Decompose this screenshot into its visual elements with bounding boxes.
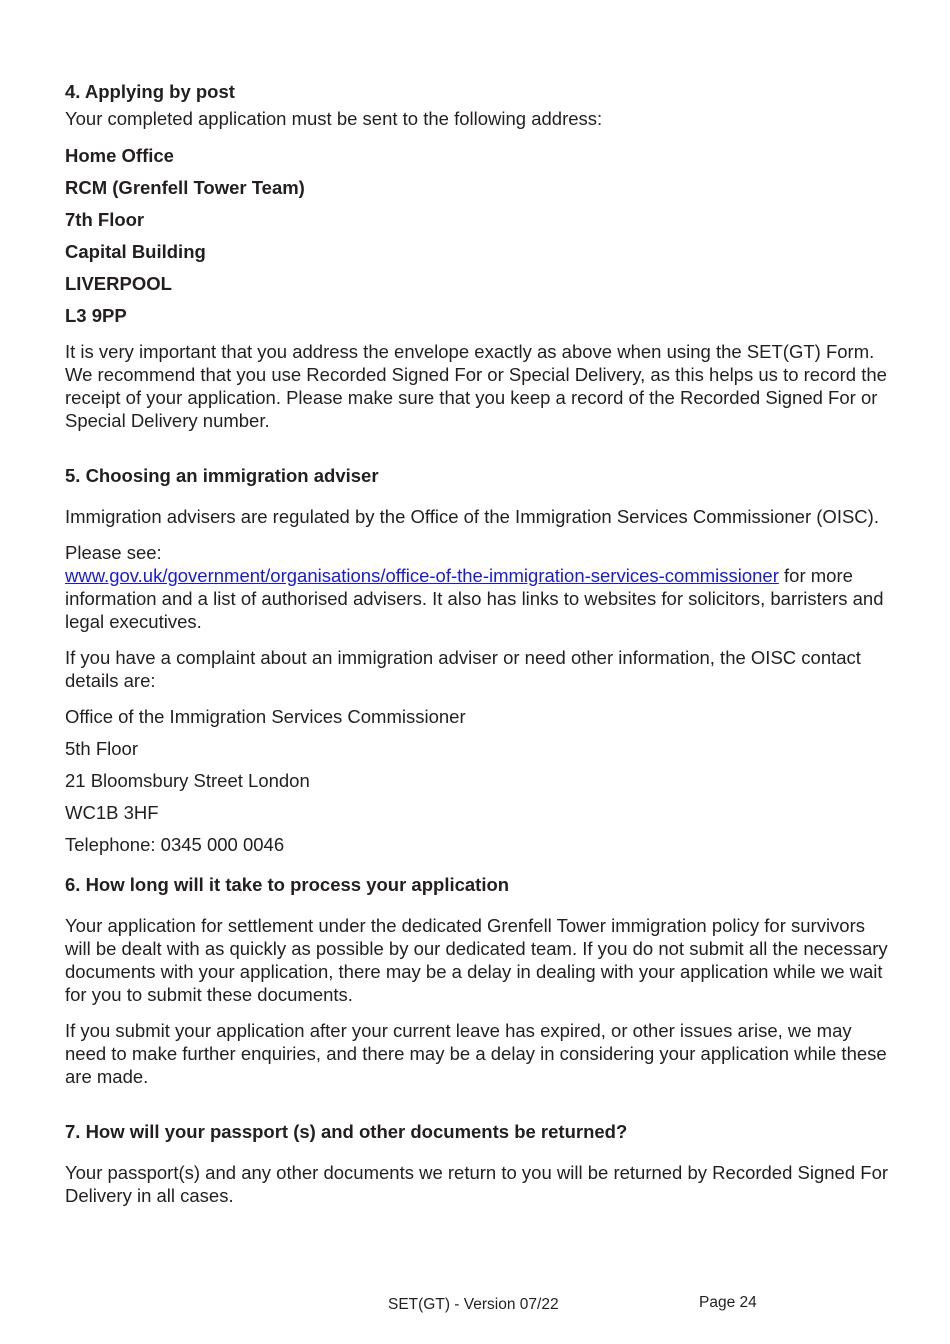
address-line: LIVERPOOL — [65, 273, 172, 294]
footer-page-number: Page 24 — [699, 1294, 757, 1311]
document-page — [65, 80, 890, 1207]
section-4-heading: 4. Applying by post — [65, 81, 235, 102]
section-4-intro: Your completed application must be sent to the following address: — [65, 108, 603, 129]
section-6-para-2: If you submit your application after your current leave has expired, or other issues arise, we may need to make further enquiries, and there may be a delay in considering your application while these are made. — [65, 1020, 887, 1087]
address-line: 7th Floor — [65, 209, 145, 230]
section-7-para-1: Your passport(s) and any other documents we return to you will be returned by Recorded Signed For Delivery in all cases. — [65, 1162, 889, 1206]
section-5-see-paragraph — [65, 541, 890, 633]
address-line: RCM (Grenfell Tower Team) — [65, 177, 305, 198]
section-5-heading: 5. Choosing an immigration adviser — [65, 465, 379, 486]
footer-version: SET(GT) - Version 07/22 — [388, 1296, 559, 1313]
section-6-para-1: Your application for settlement under the dedicated Grenfell Tower immigration policy for survivors will be dealt with as quickly as possible by our dedicated team. If you do not submit all the necessary documents with your application, there may be a delay in dealing with your application while we wait for you to submit these documents. — [65, 915, 888, 1005]
section-7-heading: 7. How will your passport (s) and other documents be returned? — [65, 1121, 628, 1142]
see-prefix: Please see: — [65, 542, 162, 563]
contact-line: 5th Floor — [65, 738, 139, 759]
contact-line: 21 Bloomsbury Street London — [65, 770, 310, 791]
address-line: Home Office — [65, 145, 174, 166]
postal-address — [65, 144, 890, 327]
oisc-link[interactable]: www.gov.uk/government/organisations/office-of-the-immigration-services-commissioner — [65, 565, 779, 586]
contact-line: WC1B 3HF — [65, 802, 159, 823]
section-6-heading: 6. How long will it take to process your application — [65, 874, 510, 895]
section-5-para-3: If you have a complaint about an immigration adviser or need other information, the OISC contact details are: — [65, 647, 861, 691]
address-line: Capital Building — [65, 241, 206, 262]
contact-line: Telephone: 0345 000 0046 — [65, 834, 285, 855]
oisc-contact-details — [65, 705, 890, 856]
see-suffix: for more information and a list of authorised advisers. It also has links to websites for solicitors, barristers and legal executives. — [65, 565, 884, 632]
section-5-para-1: Immigration advisers are regulated by the Office of the Immigration Services Commissioner (OISC). — [65, 506, 879, 527]
contact-line: Office of the Immigration Services Commissioner — [65, 706, 466, 727]
section-4-note: It is very important that you address the envelope exactly as above when using the SET(GT) Form. We recommend that you use Recorded Signed For or Special Delivery, as this helps us to record the receipt of your application. Please make sure that you keep a record of the Recorded Signed For or Special Delivery number. — [65, 341, 887, 431]
address-line: L3 9PP — [65, 305, 127, 326]
